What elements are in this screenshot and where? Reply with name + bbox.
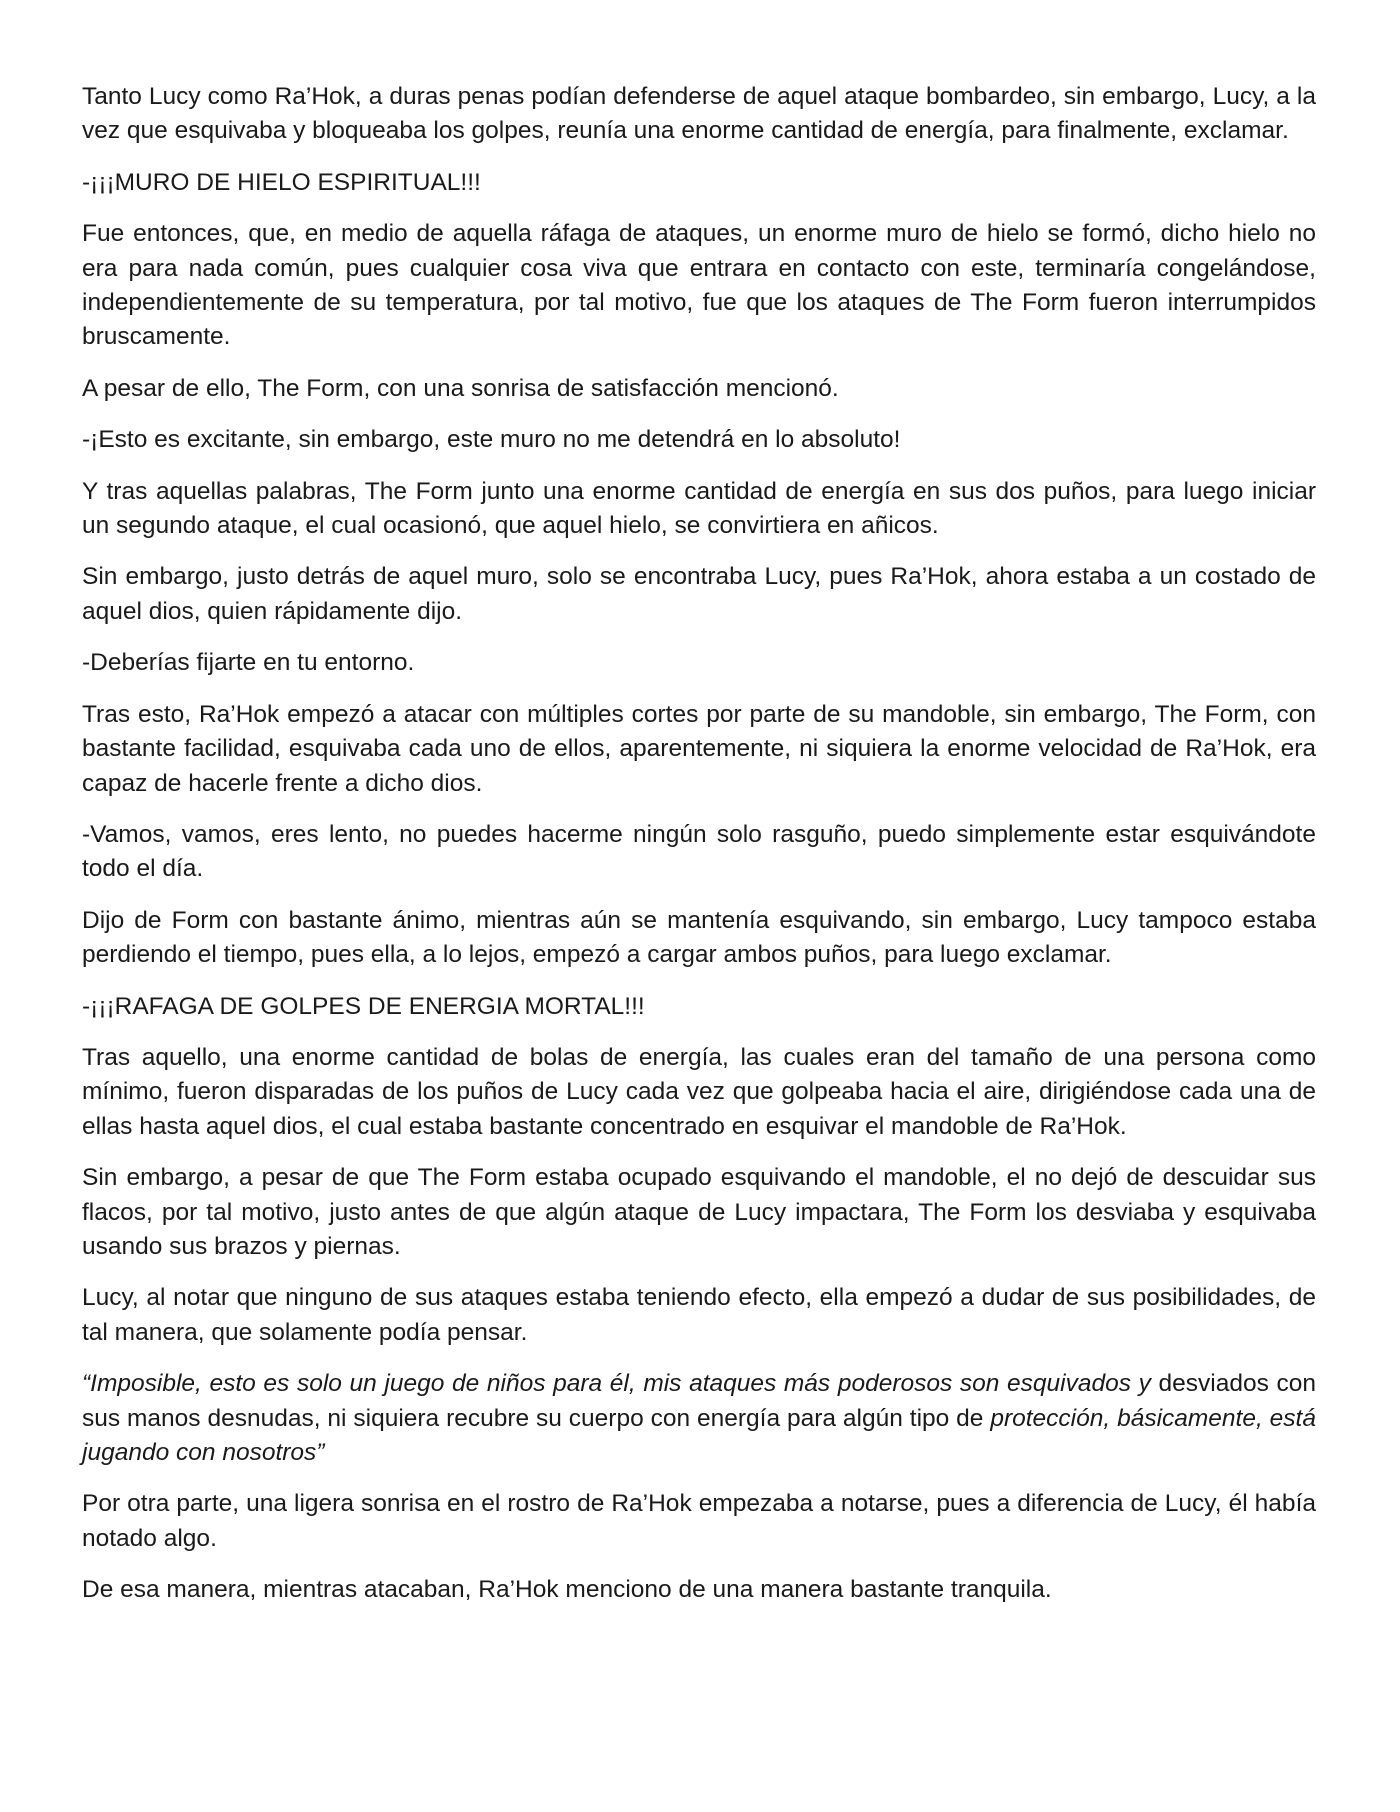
- thought-part-3: protección, básicamente, está jugando con nosotros”: [82, 1404, 1316, 1466]
- paragraph-16-thought: [82, 1367, 1316, 1470]
- paragraph-2: -¡¡¡MURO DE HIELO ESPIRITUAL!!!: [82, 168, 481, 196]
- paragraph-12: -¡¡¡RAFAGA DE GOLPES DE ENERGIA MORTAL!!!: [82, 992, 645, 1020]
- paragraph-8: -Deberías fijarte en tu entorno.: [82, 649, 415, 677]
- paragraph-5: -¡Esto es excitante, sin embargo, este muro no me detendrá en lo absoluto!: [82, 426, 901, 454]
- paragraph-7: Sin embargo, justo detrás de aquel muro, solo se encontraba Lucy, pues Ra’Hok, ahora estaba a un costado de aquel dios, quien rápidamente dijo.: [82, 563, 1316, 625]
- paragraph-3: Fue entonces, que, en medio de aquella ráfaga de ataques, un enorme muro de hielo se formó, dicho hielo no era para nada común, pues cualquier cosa viva que entrara en contacto con este, terminaría congelándose, independientemente de su temperatura, por tal motivo, fue que los ataques de The Form fueron interrumpidos bruscamente.: [82, 220, 1316, 351]
- paragraph-1: Tanto Lucy como Ra’Hok, a duras penas podían defenderse de aquel ataque bombardeo, sin embargo, Lucy, a la vez que esquivaba y bloqueaba los golpes, reunía una enorme cantidad de energía, para finalmente, exclamar.: [82, 83, 1316, 145]
- thought-part-2: desviados con sus manos desnudas, ni siquiera recubre su cuerpo con energía para algún tipo de: [82, 1370, 1316, 1432]
- paragraph-6: Y tras aquellas palabras, The Form junto una enorme cantidad de energía en sus dos puños, para luego iniciar un segundo ataque, el cual ocasionó, que aquel hielo, se convirtiera en añicos.: [82, 477, 1316, 540]
- paragraph-11: Dijo de Form con bastante ánimo, mientras aún se mantenía esquivando, sin embargo, Lucy tampoco estaba perdiendo el tiempo, pues ella, a lo lejos, empezó a cargar ambos puños, para luego exclamar.: [82, 906, 1316, 969]
- paragraph-10: -Vamos, vamos, eres lento, no puedes hacerme ningún solo rasguño, puedo simplemente estar esquivándote todo el día.: [82, 820, 1316, 883]
- paragraph-13: Tras aquello, una enorme cantidad de bolas de energía, las cuales eran del tamaño de una persona como mínimo, fueron disparadas de los puños de Lucy cada vez que golpeaba hacia el aire, dirigiéndose cada una de ellas hasta aquel dios, el cual estaba bastante concentrado en esquivar el mandoble de Ra’Hok.: [82, 1043, 1316, 1140]
- document-page: [82, 80, 1316, 1625]
- paragraph-15: Lucy, al notar que ninguno de sus ataques estaba teniendo efecto, ella empezó a dudar de sus posibilidades, de tal manera, que solamente podía pensar.: [82, 1284, 1316, 1346]
- paragraph-17: Por otra parte, una ligera sonrisa en el rostro de Ra’Hok empezaba a notarse, pues a diferencia de Lucy, él había notado algo.: [82, 1490, 1316, 1552]
- paragraph-9: Tras esto, Ra’Hok empezó a atacar con múltiples cortes por parte de su mandoble, sin embargo, The Form, con bastante facilidad, esquivaba cada uno de ellos, aparentemente, ni siquiera la enorme velocidad de Ra’Hok, era capaz de hacerle frente a dicho dios.: [82, 700, 1316, 797]
- paragraph-14: Sin embargo, a pesar de que The Form estaba ocupado esquivando el mandoble, el no dejó de descuidar sus flacos, por tal motivo, justo antes de que algún ataque de Lucy impactara, The Form los desviaba y esquivaba usando sus brazos y piernas.: [82, 1164, 1316, 1260]
- thought-part-1: “Imposible, esto es solo un juego de niños para él, mis ataques más poderosos son esquivados y: [82, 1370, 1159, 1398]
- paragraph-4: A pesar de ello, The Form, con una sonrisa de satisfacción mencionó.: [82, 374, 839, 402]
- paragraph-18: De esa manera, mientras atacaban, Ra’Hok menciono de una manera bastante tranquila.: [82, 1576, 1052, 1604]
